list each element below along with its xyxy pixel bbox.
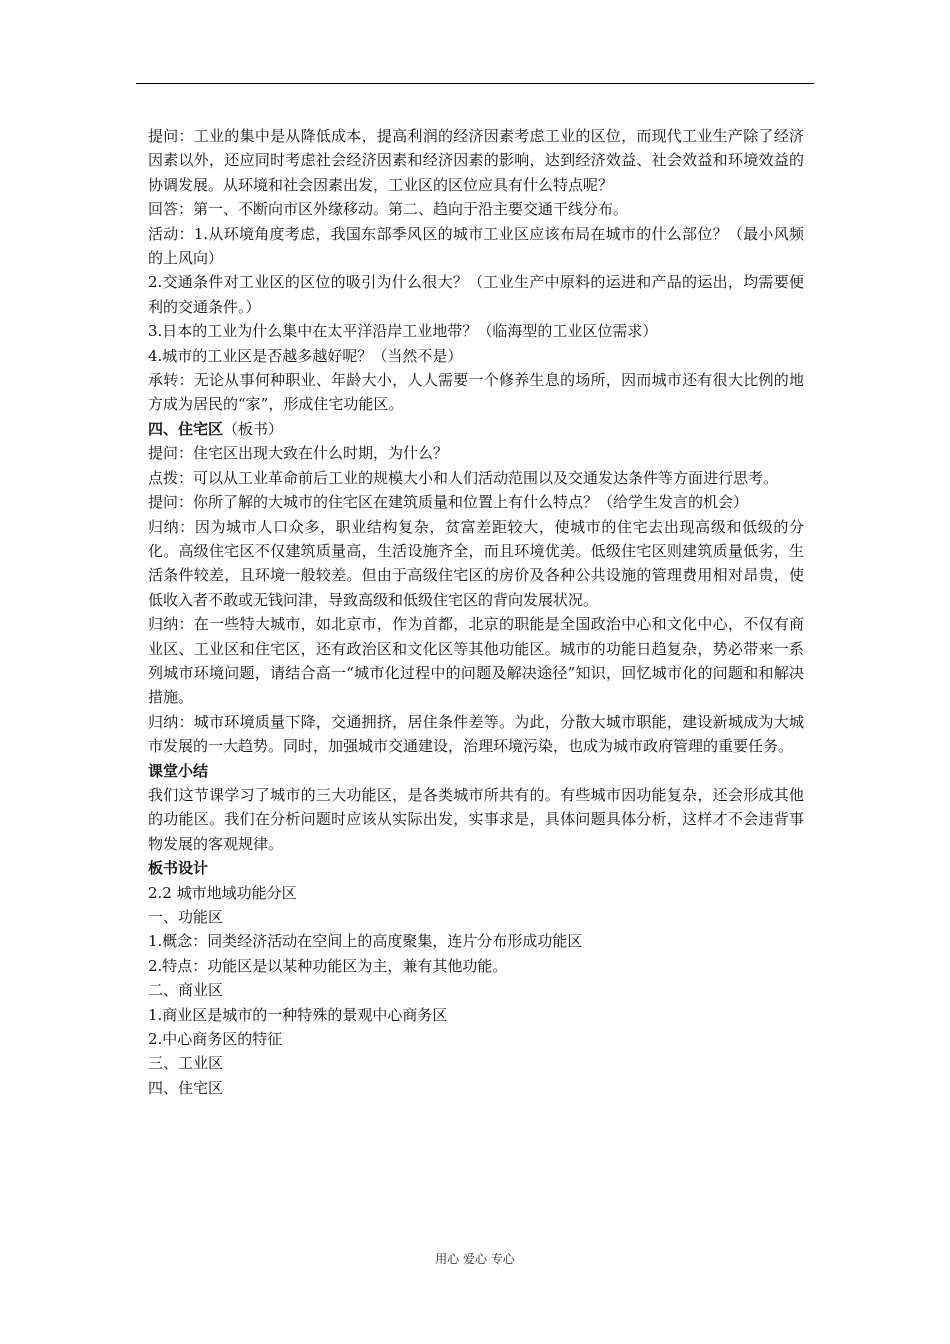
header-rule: [136, 83, 814, 84]
board-line-feature: 2.特点：功能区是以某种功能区为主，兼有其他功能。: [148, 956, 508, 975]
board-line-title: 2.2 城市地域功能分区: [148, 883, 297, 902]
paragraph-hint: 点拨：可以从工业革命前后工业的规模大小和人们活动范围以及交通发达条件等方面进行思考。: [148, 468, 779, 487]
section-heading-residential: [148, 417, 804, 441]
section-heading-board-design: 板书设计: [148, 859, 209, 878]
paragraph-activity-1: 活动：1.从环境角度考虑，我国东部季风区的城市工业区应该布局在城市的什么部位？（最小风频的上风向）: [148, 224, 804, 268]
paragraph-activity-2: 2.交通条件对工业区的区位的吸引为什么很大？（工业生产中原料的运进和产品的运出，均需要便利的交通条件。）: [148, 273, 804, 316]
paragraph-summary-beijing: 归纳：在一些特大城市，如北京市，作为首都，北京的职能是全国政治中心和文化中心，不仅有商业区、工业区和住宅区，还有政治区和文化区等其他功能区。城市的功能日趋复杂，势必带来一系列城市环境问题，请结合高一“城市化过程中的问题及解决途径”知识，回忆城市化的问题和和解决措施。: [148, 615, 804, 707]
paragraph-answer: 回答：第一、不断向市区外缘移动。第二、趋向于沿主要交通干线分布。: [148, 200, 629, 219]
board-line-cbd-features: 2.中心商务区的特征: [148, 1030, 283, 1049]
paragraph-class-summary: 我们这节课学习了城市的三大功能区，是各类城市所共有的。有些城市因功能复杂，还会形成其他的功能区。我们在分析问题时应该从实际出发，实事求是，具体问题具体分析，这样才不会违背事物发展的客观规律。: [148, 785, 804, 853]
paragraph-transition: 承转：无论从事何种职业、年龄大小，人人需要一个修养生息的场所，因而城市还有很大比例的地方成为居民的“家”，形成住宅功能区。: [148, 371, 804, 414]
section-heading-class-summary: 课堂小结: [148, 761, 209, 780]
paragraph-activity-3: 3.日本的工业为什么集中在太平洋沿岸工业地带？（临海型的工业区位需求）: [148, 322, 658, 341]
paragraph-question-residential-features: 提问：你所了解的大城市的住宅区在建筑质量和位置上有什么特点？（给学生发言的机会）: [148, 493, 749, 512]
board-line-functional-area: 一、功能区: [148, 908, 224, 926]
board-line-cbd: 1.商业区是城市的一种特殊的景观中心商务区: [148, 1005, 448, 1024]
page-footer: 用心 爱心 专心: [435, 1252, 515, 1266]
paragraph-activity-4: 4.城市的工业区是否越多越好呢？（当然不是）: [148, 346, 463, 365]
board-line-concept: 1.概念：同类经济活动在空间上的高度聚集，连片分布形成功能区: [148, 932, 583, 951]
section-heading-residential-title: 四、住宅区: [148, 419, 224, 438]
paragraph-question-industrial-location: 提问：工业的集中是从降低成本，提高利润的经济因素考虑工业的区位，而现代工业生产除了经济因素以外，还应同时考虑社会经济因素和经济因素的影响，达到经济效益、社会效益和环境效益的协调发展。从环境和社会因素出发，工业区的区位应具有什么特点呢？: [148, 127, 804, 194]
paragraph-summary-residential: 归纳：因为城市人口众多，职业结构复杂，贫富差距较大，使城市的住宅去出现高级和低级的分化。高级住宅区不仅建筑质量高，生活设施齐全，而且环境优美。低级住宅区则建筑质量低劣，生活条件较差，且环境一般较差。但由于高级住宅区的房价及各种公共设施的管理费用相对昂贵，使低收入者不敢或无钱问津，导致高级和低级住宅区的背向发展状况。: [148, 517, 804, 609]
paragraph-summary-environment: 归纳：城市环境质量下降，交通拥挤，居住条件差等。为此，分散大城市职能，建设新城成为大城市发展的一大趋势。同时，加强城市交通建设，治理环境污染，也成为城市政府管理的重要任务。: [148, 712, 804, 756]
document-body: [148, 124, 804, 1100]
board-line-industrial-area: 三、工业区: [148, 1054, 224, 1073]
section-heading-residential-note: （板书）: [223, 419, 284, 438]
paragraph-question-residential-period: 提问：住宅区出现大致在什么时期，为什么？: [148, 444, 449, 463]
board-line-commercial-area: 二、商业区: [148, 981, 224, 1000]
board-line-residential-area: 四、住宅区: [148, 1078, 224, 1097]
